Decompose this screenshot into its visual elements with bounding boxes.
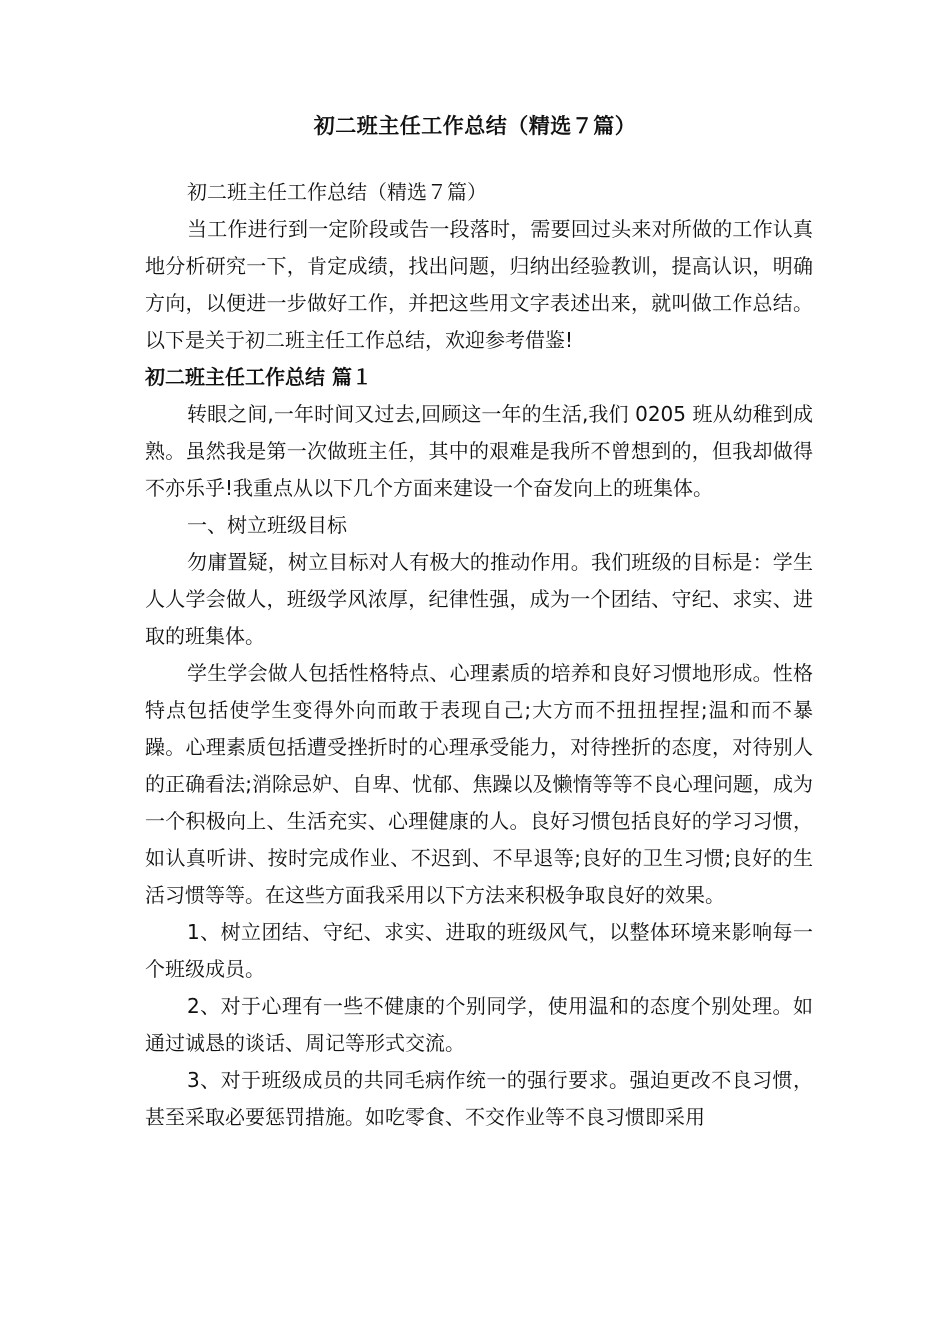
document-title: 初二班主任工作总结（精选７篇） [313,114,637,138]
paragraph: 勿庸置疑，树立目标对人有极大的推动作用。我们班级的目标是：学生人人学会做人，班级学风浓厚，纪律性强，成为一个团结、守纪、求实、进取的班集体。 [145,550,813,648]
paragraph: 2、对于心理有一些不健康的个别同学，使用温和的态度个别处理。如通过诚恳的谈话、周记等形式交流。 [145,994,813,1055]
paragraph: 当工作进行到一定阶段或告一段落时，需要回过头来对所做的工作认真地分析研究一下，肯定成绩，找出问题，归纳出经验教训，提高认识，明确方向，以便进一步做好工作，并把这些用文字表述出来，就叫做工作总结。以下是关于初二班主任工作总结，欢迎参考借鉴! [145,217,813,352]
paragraph: 1、树立团结、守纪、求实、进取的班级风气，以整体环境来影响每一个班级成员。 [145,920,813,981]
paragraph: 3、对于班级成员的共同毛病作统一的强行要求。强迫更改不良习惯，甚至采取必要惩罚措施。如吃零食、不交作业等不良习惯即采用 [145,1068,813,1129]
paragraph: 学生学会做人包括性格特点、心理素质的培养和良好习惯地形成。性格特点包括使学生变得外向而敢于表现自己;大方而不扭扭捏捏;温和而不暴躁。心理素质包括遭受挫折时的心理承受能力，对待挫折的态度，对待别人的正确看法;消除忌妒、自卑、忧郁、焦躁以及懒惰等等不良心理问题，成为一个积极向上、生活充实、心理健康的人。良好习惯包括良好的学习习惯，如认真听讲、按时完成作业、不迟到、不早退等;良好的卫生习惯;良好的生活习惯等等。在这些方面我采用以下方法来积极争取良好的效果。 [145,661,813,907]
paragraph: 初二班主任工作总结（精选７篇） [187,180,487,204]
paragraph: 一、树立班级目标 [187,513,347,537]
paragraph: 转眼之间,一年时间又过去,回顾这一年的生活,我们 0205 班从幼稚到成熟。虽然我是第一次做班主任，其中的艰难是我所不曾想到的，但我却做得不亦乐乎!我重点从以下几个方面来建设一个奋发向上的班集体。 [145,402,813,500]
document-body [145,174,813,1136]
section-heading: 初二班主任工作总结 篇１ [145,365,372,389]
